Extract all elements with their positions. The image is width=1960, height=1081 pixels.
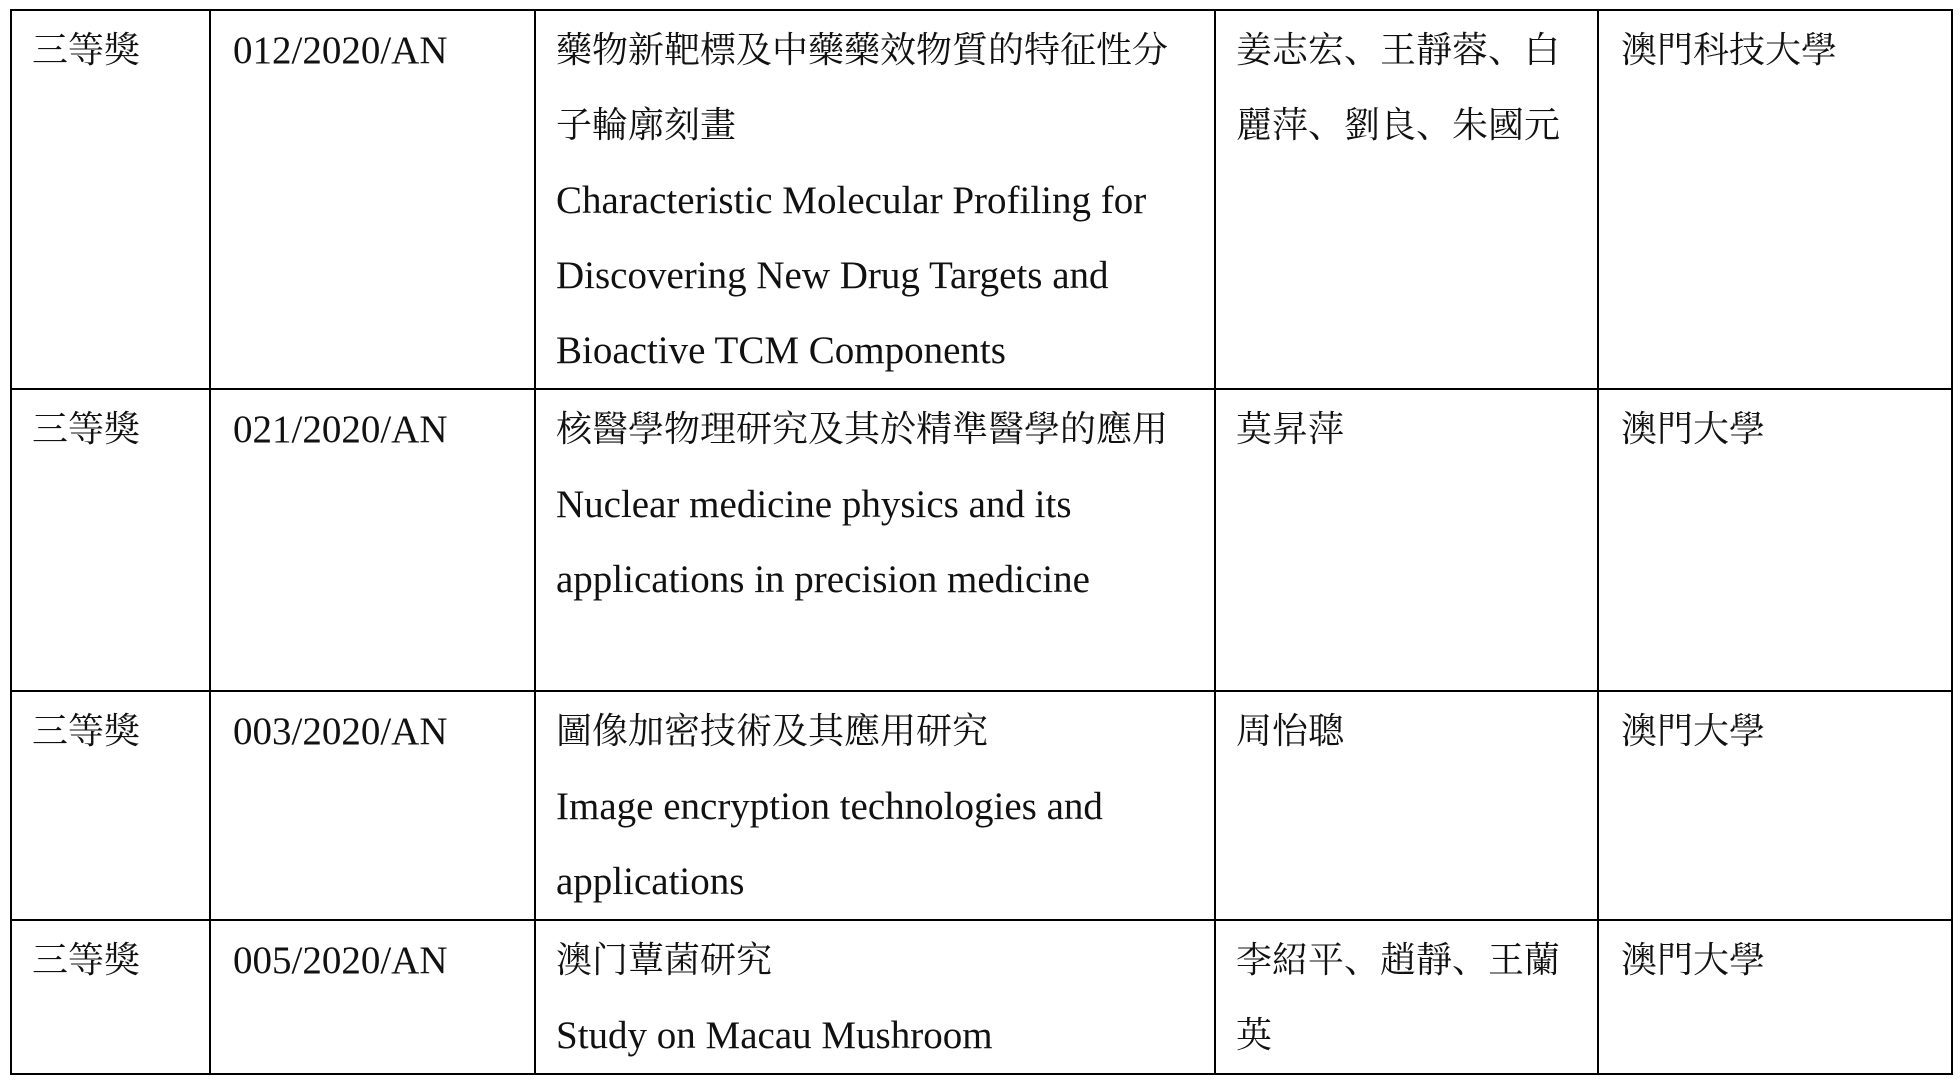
project-authors: 周怡聰 xyxy=(1236,711,1345,752)
table-row xyxy=(11,920,1952,1074)
award-cell xyxy=(11,691,210,920)
project-title-zh: 圖像加密技術及其應用研究 xyxy=(556,711,989,752)
award-cell xyxy=(11,920,210,1074)
awards-table xyxy=(10,9,1953,1075)
project-institution: 澳門科技大學 xyxy=(1621,30,1838,71)
award-level: 三等獎 xyxy=(32,940,141,981)
project-code: 005/2020/AN xyxy=(233,939,448,982)
award-level: 三等獎 xyxy=(32,409,141,450)
institution-cell xyxy=(1598,920,1952,1074)
project-title-en: Image encryption technologies and applications xyxy=(556,785,1103,903)
code-cell xyxy=(210,920,535,1074)
project-authors: 姜志宏、王靜蓉、白麗萍、劉良、朱國元 xyxy=(1236,30,1561,146)
title-cell xyxy=(535,10,1215,389)
project-title-zh: 澳门蕈菌研究 xyxy=(556,940,773,981)
authors-cell xyxy=(1215,10,1598,389)
award-cell xyxy=(11,10,210,389)
project-code: 012/2020/AN xyxy=(233,29,448,72)
project-title-en: Characteristic Molecular Profiling for Discovering New Drug Targets and Bioactive TCM Components xyxy=(556,179,1147,372)
award-level: 三等獎 xyxy=(32,30,141,71)
institution-cell xyxy=(1598,10,1952,389)
award-cell xyxy=(11,389,210,691)
project-institution: 澳門大學 xyxy=(1621,711,1766,752)
project-authors: 李紹平、趙靜、王蘭英 xyxy=(1236,940,1561,1056)
institution-cell xyxy=(1598,691,1952,920)
project-title-en: Study on Macau Mushroom xyxy=(556,1014,993,1057)
authors-cell xyxy=(1215,920,1598,1074)
code-cell xyxy=(210,10,535,389)
authors-cell xyxy=(1215,691,1598,920)
project-institution: 澳門大學 xyxy=(1621,940,1766,981)
title-cell xyxy=(535,691,1215,920)
title-cell xyxy=(535,389,1215,691)
award-level: 三等獎 xyxy=(32,711,141,752)
code-cell xyxy=(210,691,535,920)
project-title-zh: 藥物新靶標及中藥藥效物質的特征性分子輪廓刻畫 xyxy=(556,30,1169,146)
project-institution: 澳門大學 xyxy=(1621,409,1766,450)
table-row xyxy=(11,389,1952,691)
project-code: 021/2020/AN xyxy=(233,408,448,451)
project-title-zh: 核醫學物理研究及其於精準醫學的應用 xyxy=(556,409,1169,450)
project-code: 003/2020/AN xyxy=(233,710,448,753)
institution-cell xyxy=(1598,389,1952,691)
title-cell xyxy=(535,920,1215,1074)
project-title-en: Nuclear medicine physics and its applications in precision medicine xyxy=(556,483,1090,601)
table-row xyxy=(11,10,1952,389)
table-row xyxy=(11,691,1952,920)
authors-cell xyxy=(1215,389,1598,691)
code-cell xyxy=(210,389,535,691)
project-authors: 莫昇萍 xyxy=(1236,409,1345,450)
